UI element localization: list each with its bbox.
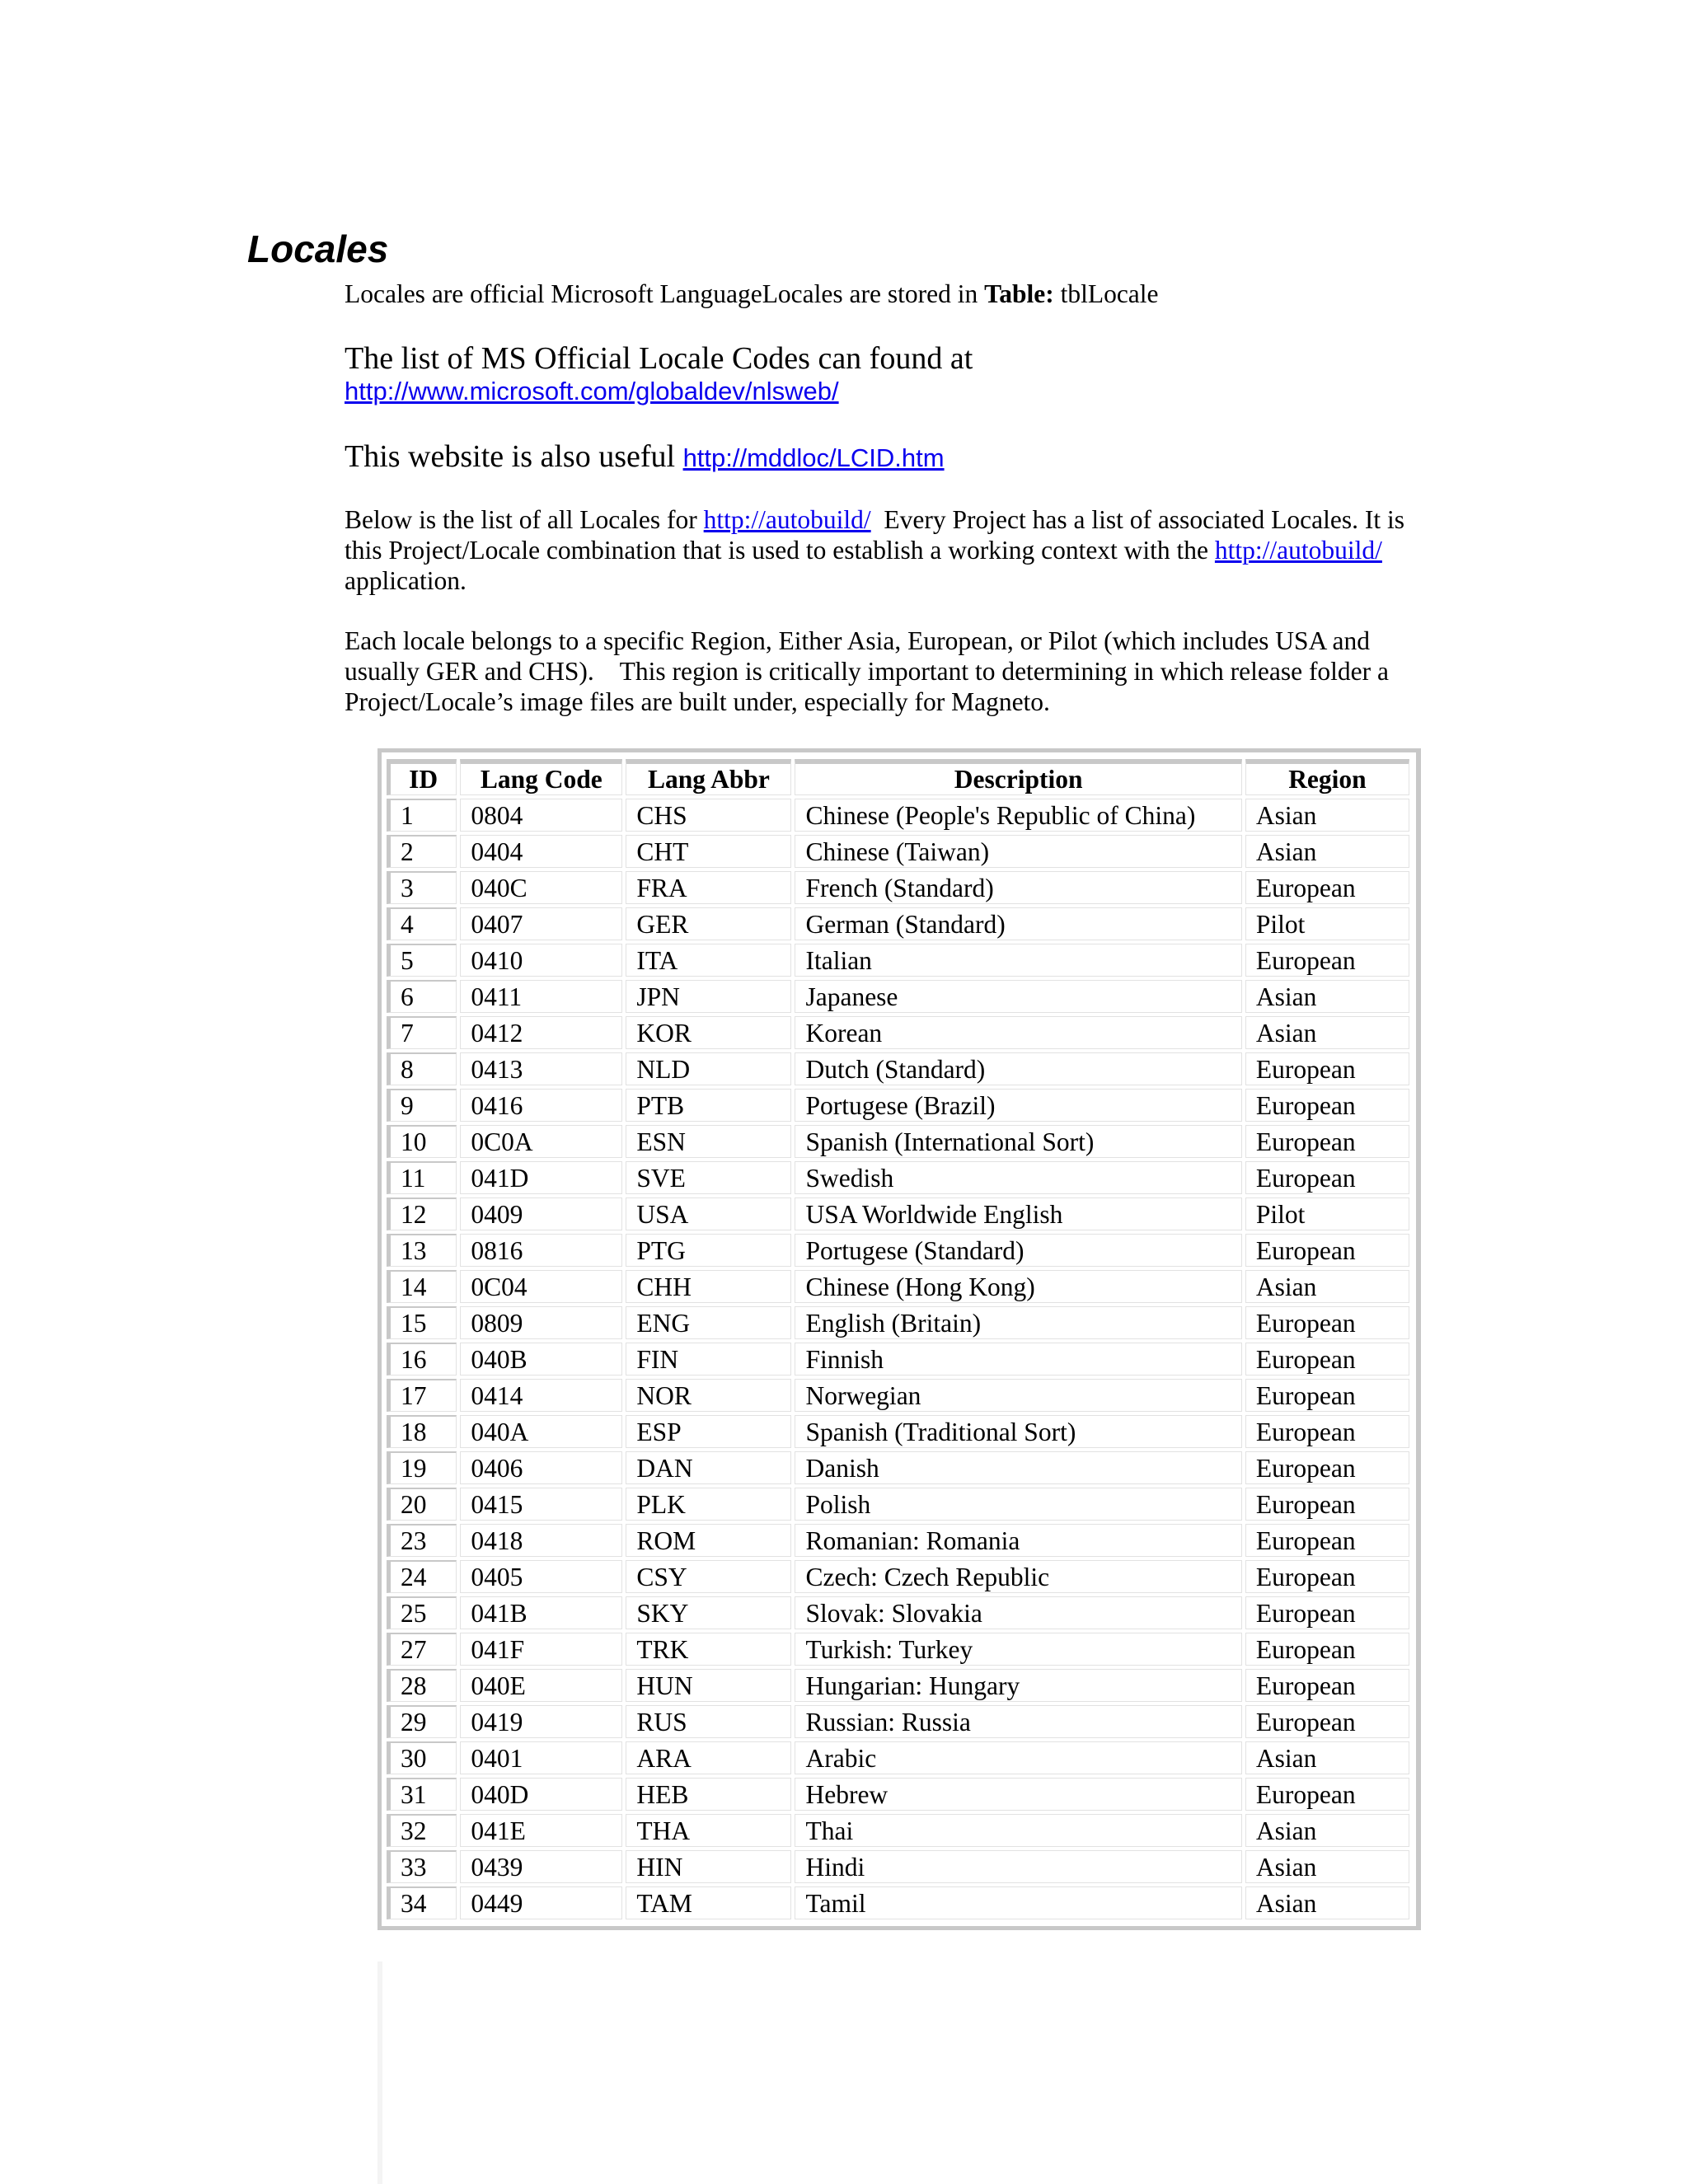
cell-description: USA Worldwide English: [795, 1197, 1241, 1230]
table-row: [387, 1524, 1409, 1557]
cell-region: European: [1245, 1089, 1409, 1122]
cell-lang-abbr: CHH: [626, 1270, 791, 1303]
cell-lang-code: 0418: [460, 1524, 622, 1557]
cell-lang-code: 0449: [460, 1886, 622, 1919]
cell-lang-code: 0410: [460, 944, 622, 977]
cell-description: Japanese: [795, 980, 1241, 1013]
table-row: [387, 1705, 1409, 1738]
cell-region: Pilot: [1245, 1197, 1409, 1230]
cell-description: Turkish: Turkey: [795, 1633, 1241, 1666]
cell-description: Hungarian: Hungary: [795, 1669, 1241, 1702]
table-body: [387, 799, 1409, 1919]
cell-lang-abbr: USA: [626, 1197, 791, 1230]
column-header-description: Description: [795, 759, 1241, 795]
cell-lang-abbr: ITA: [626, 944, 791, 977]
table-row: [387, 1633, 1409, 1666]
cell-lang-abbr: TAM: [626, 1886, 791, 1919]
cell-lang-code: 0804: [460, 799, 622, 832]
cell-id: 6: [387, 980, 457, 1013]
cell-lang-abbr: SVE: [626, 1161, 791, 1194]
cell-description: German (Standard): [795, 907, 1241, 940]
cell-lang-code: 0416: [460, 1089, 622, 1122]
cell-description: Russian: Russia: [795, 1705, 1241, 1738]
table-header-row: [387, 759, 1409, 795]
cell-id: 9: [387, 1089, 457, 1122]
cell-region: Asian: [1245, 1270, 1409, 1303]
intro-text: Locales are official Microsoft LanguageLocales are stored in: [345, 279, 985, 308]
cell-lang-abbr: GER: [626, 907, 791, 940]
cell-id: 7: [387, 1016, 457, 1049]
cell-lang-code: 0816: [460, 1234, 622, 1267]
table-row: [387, 1886, 1409, 1919]
cell-region: European: [1245, 871, 1409, 904]
cell-lang-abbr: HUN: [626, 1669, 791, 1702]
cell-description: Chinese (Hong Kong): [795, 1270, 1241, 1303]
cell-id: 27: [387, 1633, 457, 1666]
official-codes-text: The list of MS Official Locale Codes can found at: [345, 341, 973, 376]
table-row: [387, 944, 1409, 977]
cell-lang-code: 0409: [460, 1197, 622, 1230]
lcid-link[interactable]: http://mddloc/LCID.htm: [682, 443, 945, 472]
cell-id: 5: [387, 944, 457, 977]
cell-region: European: [1245, 1125, 1409, 1158]
cell-region: European: [1245, 1596, 1409, 1629]
cell-description: Czech: Czech Republic: [795, 1560, 1241, 1593]
cell-lang-abbr: PLK: [626, 1488, 791, 1521]
column-header-id: ID: [387, 759, 457, 795]
cell-region: European: [1245, 1451, 1409, 1484]
table-row: [387, 1778, 1409, 1811]
cell-region: Asian: [1245, 835, 1409, 868]
cell-lang-abbr: SKY: [626, 1596, 791, 1629]
cell-lang-abbr: THA: [626, 1814, 791, 1847]
table-row: [387, 1415, 1409, 1448]
cell-lang-code: 0411: [460, 980, 622, 1013]
cell-description: Hindi: [795, 1850, 1241, 1883]
cell-id: 32: [387, 1814, 457, 1847]
table-row: [387, 1197, 1409, 1230]
cell-region: European: [1245, 1705, 1409, 1738]
table-row: [387, 1016, 1409, 1049]
autobuild-paragraph: [345, 504, 1441, 596]
cell-id: 25: [387, 1596, 457, 1629]
table-row: [387, 907, 1409, 940]
cell-region: European: [1245, 1560, 1409, 1593]
cell-id: 34: [387, 1886, 457, 1919]
cell-description: Norwegian: [795, 1379, 1241, 1412]
autobuild-link-2[interactable]: http://autobuild/: [1214, 536, 1382, 565]
cell-region: Asian: [1245, 980, 1409, 1013]
page-title: Locales: [247, 227, 389, 270]
cell-lang-abbr: RUS: [626, 1705, 791, 1738]
cell-lang-code: 0404: [460, 835, 622, 868]
cell-lang-abbr: PTB: [626, 1089, 791, 1122]
cell-lang-abbr: FRA: [626, 871, 791, 904]
cell-region: European: [1245, 1343, 1409, 1376]
cell-region: Asian: [1245, 1016, 1409, 1049]
cell-lang-code: 0406: [460, 1451, 622, 1484]
cell-region: European: [1245, 1669, 1409, 1702]
cell-region: European: [1245, 944, 1409, 977]
cell-lang-code: 040D: [460, 1778, 622, 1811]
cell-id: 12: [387, 1197, 457, 1230]
cell-lang-code: 041B: [460, 1596, 622, 1629]
cell-lang-code: 040B: [460, 1343, 622, 1376]
cell-lang-abbr: PTG: [626, 1234, 791, 1267]
useful-site-paragraph: [345, 439, 1441, 474]
column-header-lang-abbr: Lang Abbr: [626, 759, 791, 795]
cell-lang-code: 0412: [460, 1016, 622, 1049]
cell-lang-abbr: CSY: [626, 1560, 791, 1593]
table-row: [387, 1052, 1409, 1085]
cell-id: 28: [387, 1669, 457, 1702]
table-row: [387, 1343, 1409, 1376]
cell-lang-abbr: HIN: [626, 1850, 791, 1883]
cell-description: Spanish (International Sort): [795, 1125, 1241, 1158]
cell-lang-code: 0405: [460, 1560, 622, 1593]
column-header-region: Region: [1245, 759, 1409, 795]
cell-id: 20: [387, 1488, 457, 1521]
cell-lang-code: 041D: [460, 1161, 622, 1194]
cell-lang-abbr: ENG: [626, 1306, 791, 1339]
cell-lang-code: 040A: [460, 1415, 622, 1448]
cell-lang-abbr: TRK: [626, 1633, 791, 1666]
table-row: [387, 1379, 1409, 1412]
table-row: [387, 1814, 1409, 1847]
cell-lang-abbr: CHT: [626, 835, 791, 868]
cell-id: 33: [387, 1850, 457, 1883]
intro-paragraph: [345, 279, 1441, 309]
table-row: [387, 1596, 1409, 1629]
cell-description: Portugese (Standard): [795, 1234, 1241, 1267]
cell-lang-abbr: ARA: [626, 1741, 791, 1774]
cell-id: 13: [387, 1234, 457, 1267]
cell-description: Romanian: Romania: [795, 1524, 1241, 1557]
cell-id: 10: [387, 1125, 457, 1158]
cell-id: 17: [387, 1379, 457, 1412]
table-row: [387, 1451, 1409, 1484]
table-row: [387, 1125, 1409, 1158]
cell-description: Chinese (People's Republic of China): [795, 799, 1241, 832]
table-row: [387, 1234, 1409, 1267]
cell-region: Asian: [1245, 1814, 1409, 1847]
cell-id: 30: [387, 1741, 457, 1774]
cell-lang-code: 0414: [460, 1379, 622, 1412]
cell-description: Arabic: [795, 1741, 1241, 1774]
table-row: [387, 1669, 1409, 1702]
cell-lang-abbr: FIN: [626, 1343, 791, 1376]
table-row: [387, 1089, 1409, 1122]
region-paragraph: Each locale belongs to a specific Region, Either Asia, European, or Pilot (which includes USA and usually GER and CHS). This region is critically important to determining in which release folder a Project/Locale’s image files are built under, especially for Magneto.: [345, 626, 1395, 716]
table-name: tblLocale: [1053, 279, 1159, 308]
cell-description: Korean: [795, 1016, 1241, 1049]
cell-region: European: [1245, 1052, 1409, 1085]
cell-lang-abbr: ROM: [626, 1524, 791, 1557]
cell-description: Italian: [795, 944, 1241, 977]
autobuild-text-1: Below is the list of all Locales for: [345, 505, 704, 534]
cell-lang-code: 0413: [460, 1052, 622, 1085]
cell-description: Hebrew: [795, 1778, 1241, 1811]
table-row: [387, 835, 1409, 868]
cell-id: 8: [387, 1052, 457, 1085]
cell-lang-abbr: KOR: [626, 1016, 791, 1049]
cell-lang-code: 0419: [460, 1705, 622, 1738]
cell-description: Portugese (Brazil): [795, 1089, 1241, 1122]
table-row: [387, 799, 1409, 832]
useful-site-text: This website is also useful: [345, 439, 683, 474]
cell-lang-code: 0C04: [460, 1270, 622, 1303]
cell-lang-abbr: HEB: [626, 1778, 791, 1811]
cell-id: 16: [387, 1343, 457, 1376]
cell-region: Asian: [1245, 799, 1409, 832]
table-label: Table:: [984, 279, 1054, 308]
table-row: [387, 980, 1409, 1013]
table-row: [387, 1270, 1409, 1303]
cell-lang-abbr: DAN: [626, 1451, 791, 1484]
cell-region: European: [1245, 1633, 1409, 1666]
cell-id: 1: [387, 799, 457, 832]
table-row: [387, 1488, 1409, 1521]
cell-description: Dutch (Standard): [795, 1052, 1241, 1085]
cell-lang-code: 041E: [460, 1814, 622, 1847]
cell-lang-code: 0C0A: [460, 1125, 622, 1158]
cell-id: 31: [387, 1778, 457, 1811]
cell-description: Finnish: [795, 1343, 1241, 1376]
cell-region: European: [1245, 1161, 1409, 1194]
cell-lang-abbr: NOR: [626, 1379, 791, 1412]
cell-lang-abbr: CHS: [626, 799, 791, 832]
locale-table-frame: [377, 748, 1421, 1930]
cell-description: Thai: [795, 1814, 1241, 1847]
table-row: [387, 1850, 1409, 1883]
cell-lang-code: 040C: [460, 871, 622, 904]
cell-description: Slovak: Slovakia: [795, 1596, 1241, 1629]
cell-lang-code: 0439: [460, 1850, 622, 1883]
cell-id: 23: [387, 1524, 457, 1557]
autobuild-text-3: application.: [345, 536, 1402, 595]
cell-lang-code: 0809: [460, 1306, 622, 1339]
cell-description: French (Standard): [795, 871, 1241, 904]
locale-table: [383, 756, 1413, 1923]
cell-lang-abbr: JPN: [626, 980, 791, 1013]
cell-id: 24: [387, 1560, 457, 1593]
cell-description: Swedish: [795, 1161, 1241, 1194]
cell-description: English (Britain): [795, 1306, 1241, 1339]
cell-region: Asian: [1245, 1741, 1409, 1774]
cell-region: European: [1245, 1415, 1409, 1448]
cell-id: 2: [387, 835, 457, 868]
cell-region: Pilot: [1245, 907, 1409, 940]
cell-description: Danish: [795, 1451, 1241, 1484]
official-codes-paragraph: [345, 341, 1441, 406]
cell-region: Asian: [1245, 1850, 1409, 1883]
autobuild-text-2: Every Project has a list of associated Locales. It is this Project/Locale combination that is used to establish a working context with the: [345, 505, 1411, 565]
cell-id: 15: [387, 1306, 457, 1339]
cell-lang-abbr: ESN: [626, 1125, 791, 1158]
cell-lang-code: 0401: [460, 1741, 622, 1774]
table-row: [387, 1560, 1409, 1593]
cell-lang-abbr: ESP: [626, 1415, 791, 1448]
table-row: [387, 1741, 1409, 1774]
cell-region: European: [1245, 1488, 1409, 1521]
cell-description: Chinese (Taiwan): [795, 835, 1241, 868]
cell-description: Tamil: [795, 1886, 1241, 1919]
cell-id: 18: [387, 1415, 457, 1448]
cell-id: 19: [387, 1451, 457, 1484]
cell-region: European: [1245, 1379, 1409, 1412]
cell-description: Polish: [795, 1488, 1241, 1521]
nlsweb-link[interactable]: http://www.microsoft.com/globaldev/nlsweb/: [345, 377, 839, 405]
table-row: [387, 1161, 1409, 1194]
cell-id: 3: [387, 871, 457, 904]
cell-region: Asian: [1245, 1886, 1409, 1919]
cell-region: European: [1245, 1234, 1409, 1267]
cell-lang-code: 0407: [460, 907, 622, 940]
cell-id: 29: [387, 1705, 457, 1738]
cell-lang-code: 0415: [460, 1488, 622, 1521]
table-row: [387, 1306, 1409, 1339]
cell-description: Spanish (Traditional Sort): [795, 1415, 1241, 1448]
cell-region: European: [1245, 1778, 1409, 1811]
table-row: [387, 871, 1409, 904]
cell-id: 4: [387, 907, 457, 940]
autobuild-link-1[interactable]: http://autobuild/: [703, 505, 871, 534]
cell-id: 14: [387, 1270, 457, 1303]
cell-id: 11: [387, 1161, 457, 1194]
cell-lang-abbr: NLD: [626, 1052, 791, 1085]
cell-region: European: [1245, 1306, 1409, 1339]
cell-lang-code: 040E: [460, 1669, 622, 1702]
column-header-lang-code: Lang Code: [460, 759, 622, 795]
cell-lang-code: 041F: [460, 1633, 622, 1666]
page-shade: [377, 1961, 382, 2184]
cell-region: European: [1245, 1524, 1409, 1557]
